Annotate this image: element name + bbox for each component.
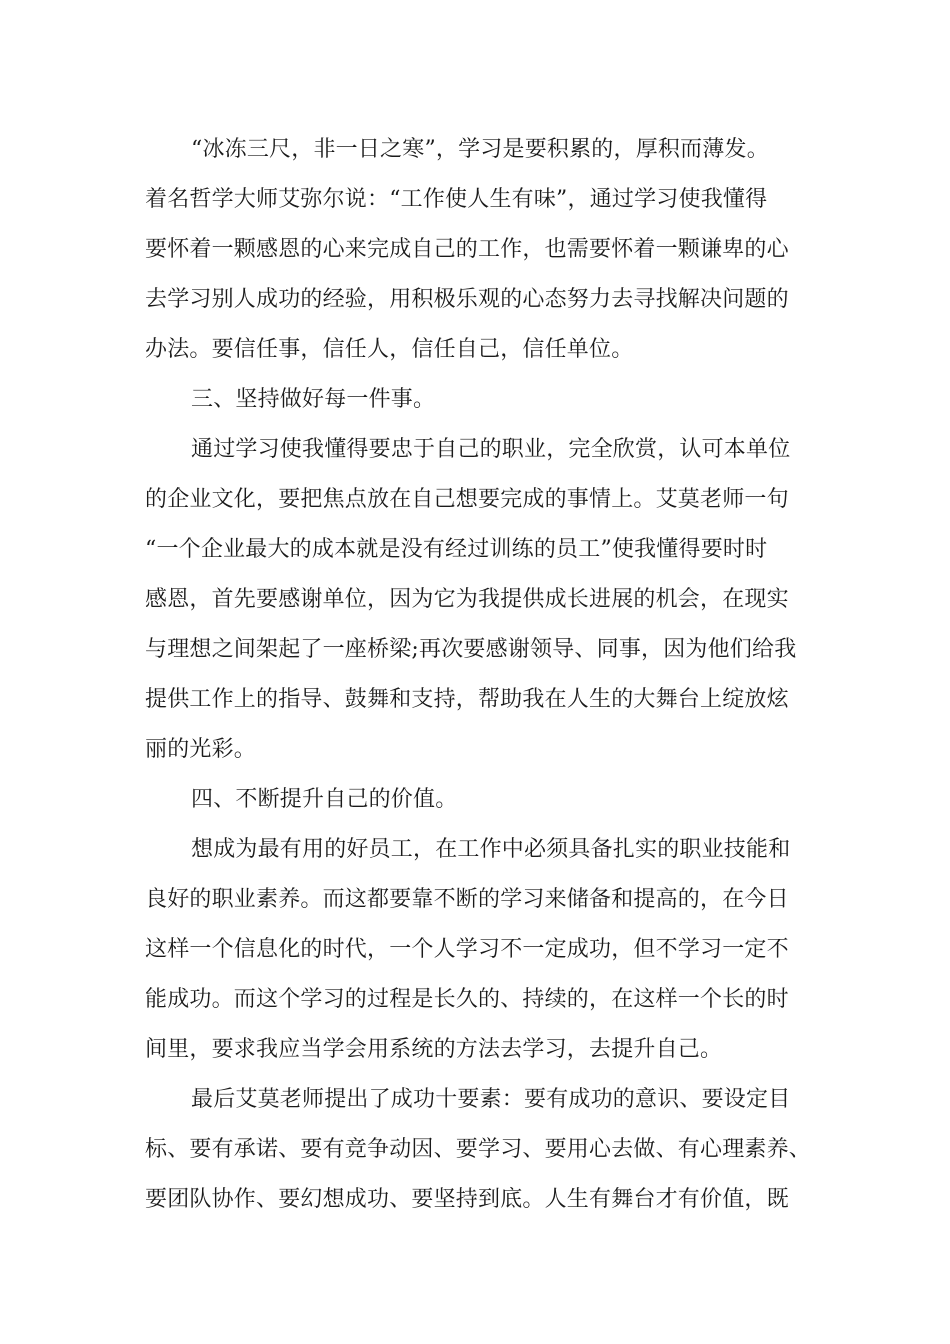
paragraph-line: 去学习别人成功的经验，用积极乐观的心态努力去寻找解决问题的 [145, 287, 789, 312]
paragraph-line: 丽的光彩。 [145, 737, 257, 762]
paragraph-line: “一个企业最大的成本就是没有经过训练的员工”使我懂得要时时 [145, 537, 768, 562]
paragraph-line: “冰冻三尺，非一日之寒”，学习是要积累的，厚积而薄发。 [191, 137, 769, 162]
paragraph-line: 提供工作上的指导、鼓舞和支持，帮助我在人生的大舞台上绽放炫 [145, 687, 789, 712]
paragraph-line: 感恩，首先要感谢单位，因为它为我提供成长进展的机会，在现实 [145, 587, 789, 612]
paragraph-line: 最后艾莫老师提出了成功十要素：要有成功的意识、要设定目 [191, 1087, 791, 1112]
paragraph-line: 通过学习使我懂得要忠于自己的职业，完全欣赏，认可本单位 [191, 437, 791, 462]
paragraph-line: 要怀着一颗感恩的心来完成自己的工作，也需要怀着一颗谦卑的心 [145, 237, 789, 262]
section-heading: 三、坚持做好每一件事。 [191, 387, 436, 412]
paragraph-line: 能成功。而这个学习的过程是长久的、持续的，在这样一个长的时 [145, 987, 789, 1012]
paragraph-line: 间里，要求我应当学会用系统的方法去学习，去提升自己。 [145, 1037, 723, 1062]
section-heading: 四、不断提升自己的价值。 [191, 787, 458, 812]
paragraph-line: 着名哲学大师艾弥尔说：“工作使人生有味”，通过学习使我懂得 [145, 187, 768, 212]
paragraph-line: 良好的职业素养。而这都要靠不断的学习来储备和提高的，在今日 [145, 887, 789, 912]
paragraph-line: 标、要有承诺、要有竞争动因、要学习、要用心去做、有心理素养、 [145, 1137, 812, 1162]
paragraph-line: 办法。要信任事，信任人，信任自己，信任单位。 [145, 337, 634, 362]
paragraph-line: 想成为最有用的好员工，在工作中必须具备扎实的职业技能和 [191, 837, 791, 862]
paragraph-line: 的企业文化，要把焦点放在自己想要完成的事情上。艾莫老师一句 [145, 487, 789, 512]
paragraph-line: 这样一个信息化的时代，一个人学习不一定成功，但不学习一定不 [145, 937, 789, 962]
paragraph-line: 与理想之间架起了一座桥梁;再次要感谢领导、同事，因为他们给我 [145, 637, 797, 662]
paragraph-line: 要团队协作、要幻想成功、要坚持到底。人生有舞台才有价值，既 [145, 1187, 789, 1212]
